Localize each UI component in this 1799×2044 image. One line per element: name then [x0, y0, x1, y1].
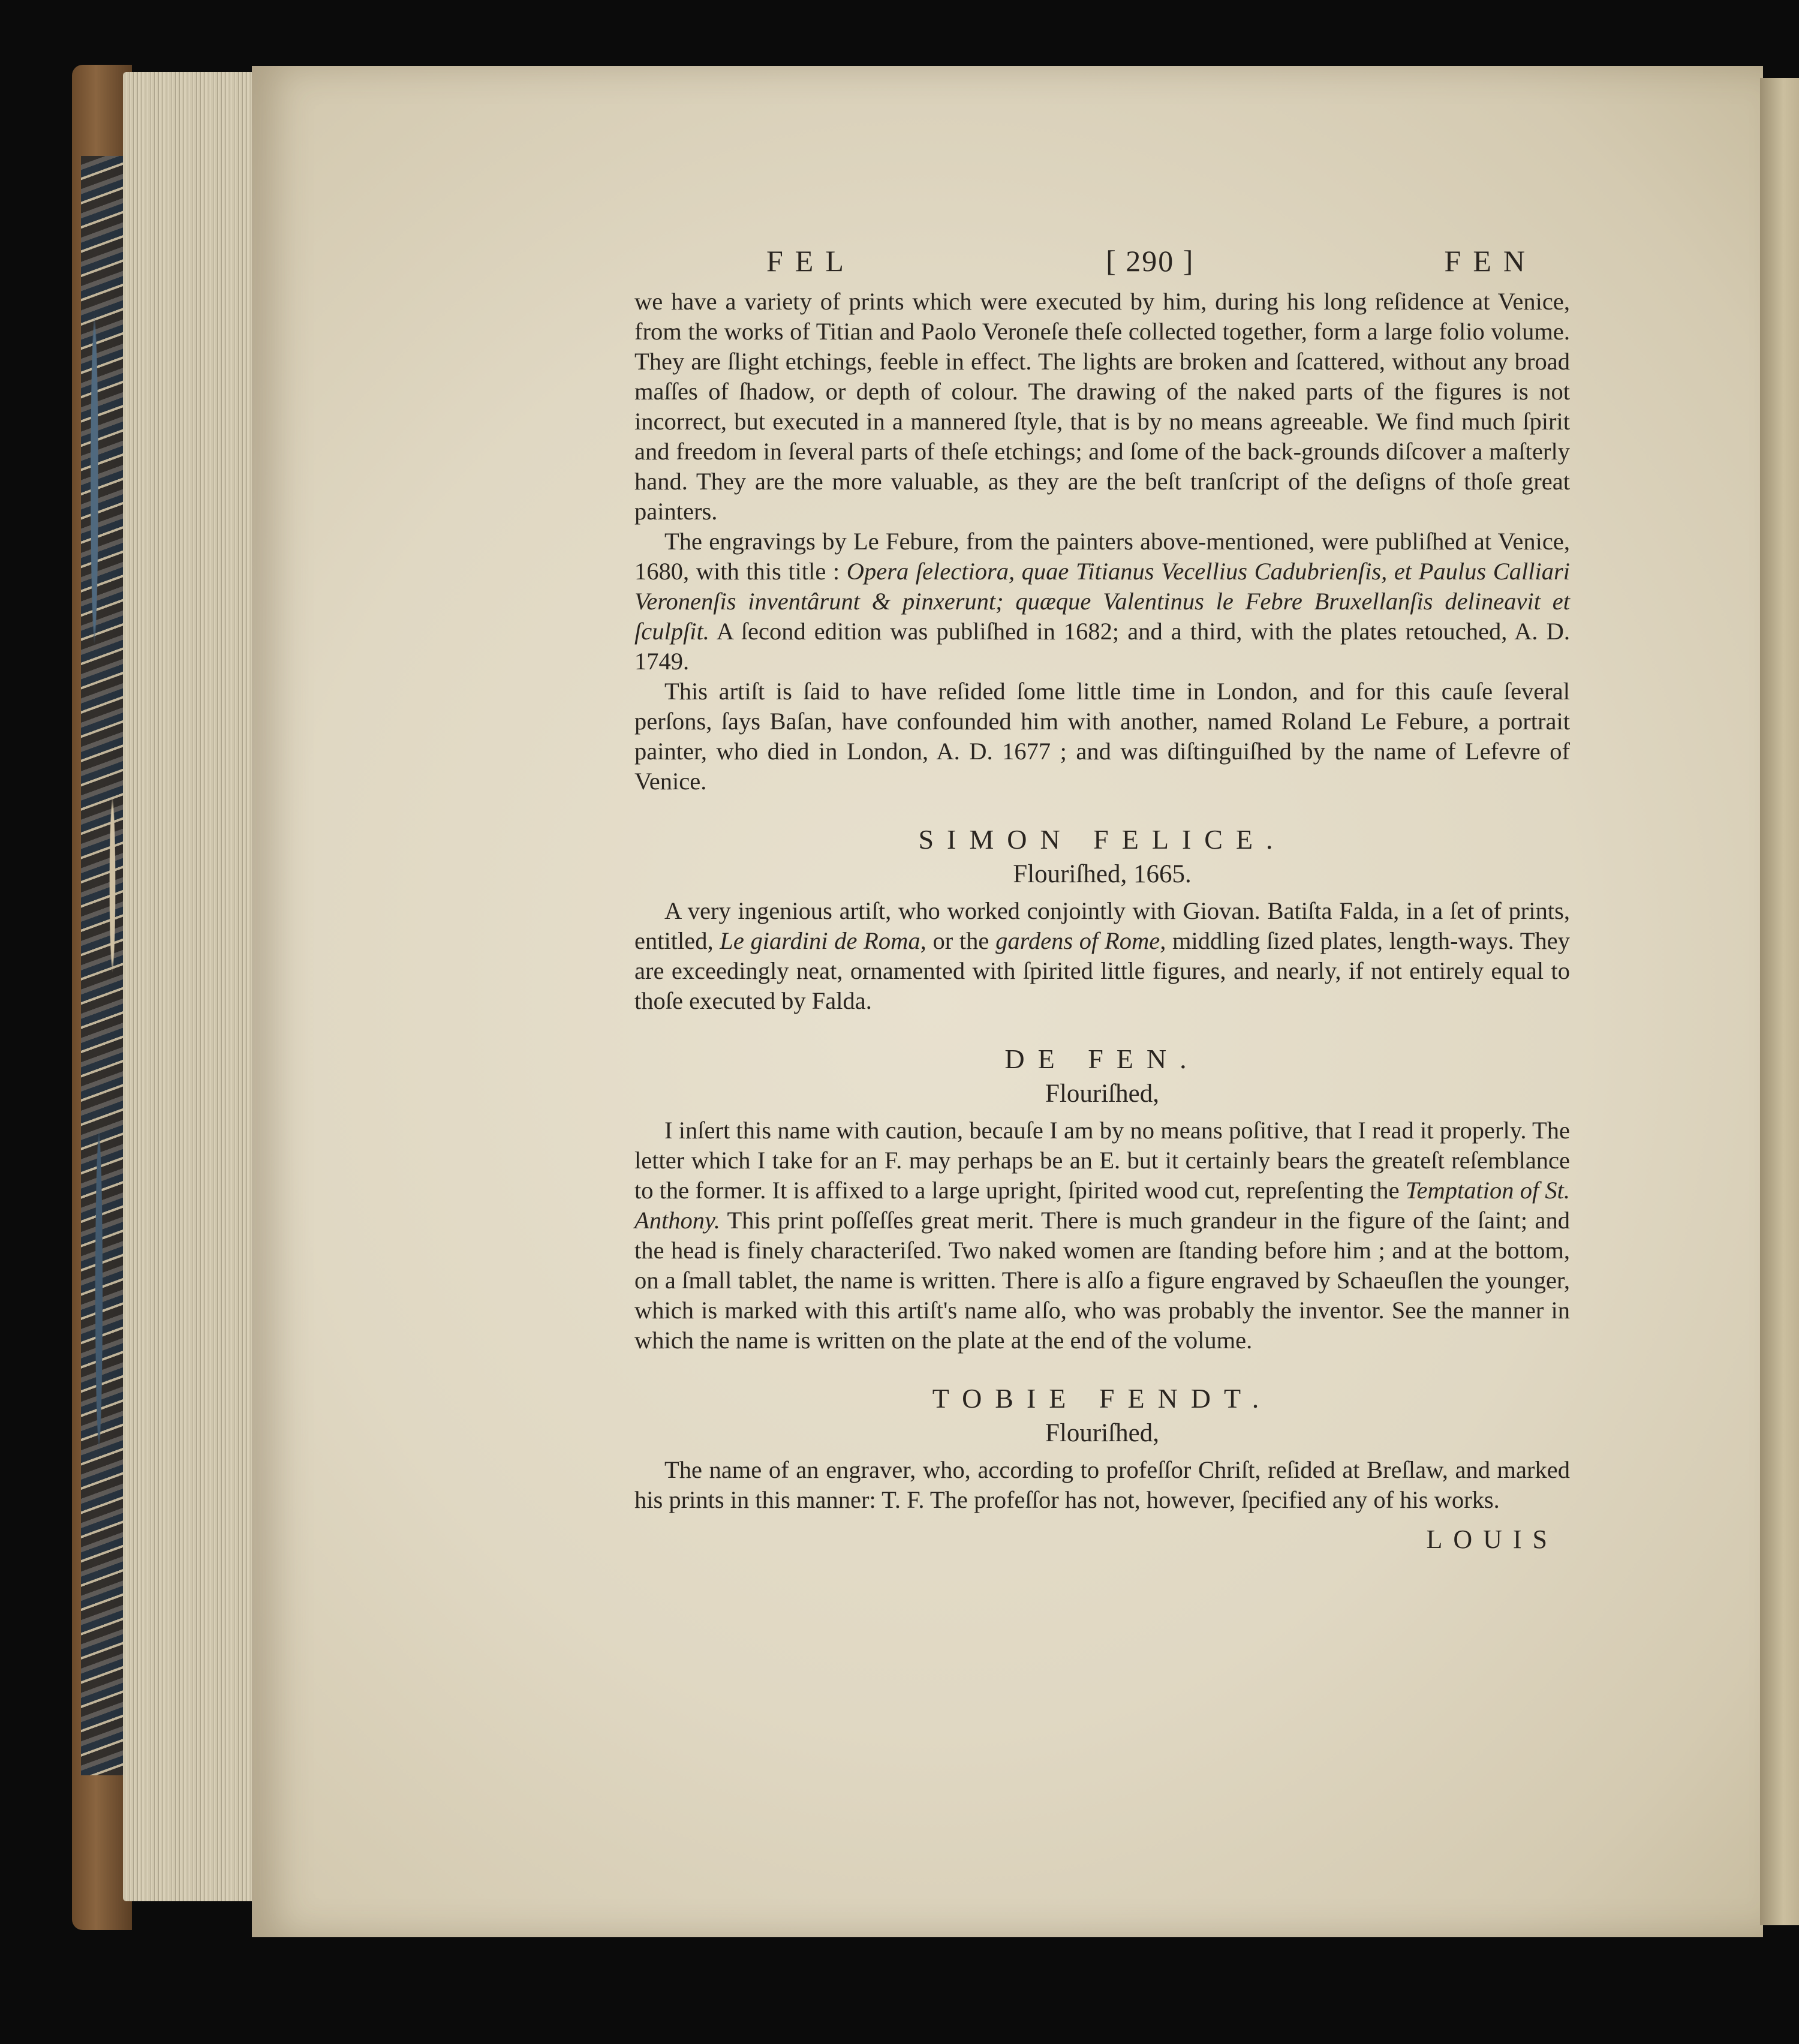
page-number: [ 290 ]	[1106, 244, 1195, 278]
entry-text-part: or the	[926, 927, 996, 954]
paragraph-2-end: A ſecond edition was publiſhed in 1682; and a third, with the plates retouched, A. D. 1749.	[634, 618, 1570, 675]
running-head-left: FEL	[766, 244, 856, 278]
entry-italic: Le giardini de Roma,	[720, 927, 926, 954]
entry-text-part: middling ſized plates, length-ways. They are exceedingly neat, ornamented with ſpirited little figures, and nearly, if not entirely equal to thoſe executed by Falda.	[634, 927, 1570, 1014]
paragraph-3: This artiſt is ſaid to have reſided ſome little time in London, and for this cauſe ſeveral perſons, ſays Baſan, have confounded him with another, named Roland Le Febure, a portrait painter, who died in London, A. D. 1677 ; and was diſtinguiſhed by the name of Lefevre of Venice.	[634, 678, 1570, 795]
paragraph-1: we have a variety of prints which were executed by him, during his long reſidence at Venice, from the works of Titian and Paolo Veroneſe theſe collected together, form a large folio volume. They are ſlight etchings, feeble in effect. The lights are broken and ſcattered, without any broad maſſes of ſhadow, or depth of colour. The drawing of the naked parts of the figures is not incorrect, but executed in a mannered ſtyle, that is by no means agreeable. We find much ſpirit and freedom in ſeveral parts of theſe etchings; and ſome of the back-grounds diſcover a maſterly hand. They are the more valuable, as they are the beſt tranſcript of the deſigns of thoſe great painters.	[634, 288, 1570, 525]
page-edges	[123, 72, 261, 1901]
catchword: LOUIS	[1426, 1525, 1558, 1554]
latin-title: Opera ſelectiora, quae Titianus Vecellius Cadubrienſis, et Paulus Calliari Veronenſis inventârunt & pinxerunt; quæque Valentinus le Febre Bruxellanſis delineavit et ſculpſit.	[634, 558, 1570, 645]
entry-heading: DE FEN.	[1004, 1044, 1200, 1074]
entry-text	[634, 1116, 1570, 1355]
entry-heading: SIMON FELICE.	[918, 824, 1286, 855]
marbled-board	[81, 156, 126, 1775]
entry-text-part: A very ingenious artiſt, who worked conjointly with Giovan. Batiſta Falda, in a ſet of prints, entitled,	[634, 897, 1570, 954]
entry-text-part: This print poſſeſſes great merit. There is much grandeur in the figure of the ſaint; and the head is finely characteriſed. Two naked women are ſtanding before him ; and at the bottom, on a ſmall tablet, the name is written. There is alſo a figure engraved by Schaeuſlen the younger, which is marked with this artiſt's name alſo, who was probably the inventor. See the manner in which the name is written on the plate at the end of the volume.	[634, 1207, 1570, 1354]
paragraph-2	[634, 527, 1570, 677]
entry-text: The name of an engraver, who, according to profeſſor Chriſt, reſided at Breſlaw, and marked his prints in this manner: T. F. The profeſſor has not, however, ſpecified any of his works.	[634, 1456, 1570, 1513]
entry-subheading: Flouriſhed,	[1045, 1419, 1159, 1447]
entry-text	[634, 896, 1570, 1016]
paragraph-2-start: The engravings by Le Febure, from the painters above-mentioned, were publiſhed at Venice, 1680, with this title :	[634, 528, 1570, 585]
entry-heading: TOBIE FENDT.	[932, 1383, 1272, 1414]
running-head	[766, 246, 1537, 276]
page-text	[634, 246, 1570, 1805]
entry-subheading: Flouriſhed, 1665.	[1013, 860, 1192, 888]
entry-italic: gardens of Rome,	[995, 927, 1166, 954]
entry-subheading: Flouriſhed,	[1045, 1080, 1159, 1108]
entry-italic: Temptation of St. Anthony.	[634, 1177, 1570, 1234]
entry-text-part: I inſert this name with caution, becauſe I am by no means poſitive, that I read it properly. The letter which I take for an F. may perhaps be an E. but it certainly bears the greateſt reſemblance to the former. It is affixed to a large upright, ſpirited wood cut, repreſenting the	[634, 1117, 1570, 1204]
facing-page-edge	[1760, 78, 1799, 1925]
running-head-right: FEN	[1444, 244, 1537, 278]
